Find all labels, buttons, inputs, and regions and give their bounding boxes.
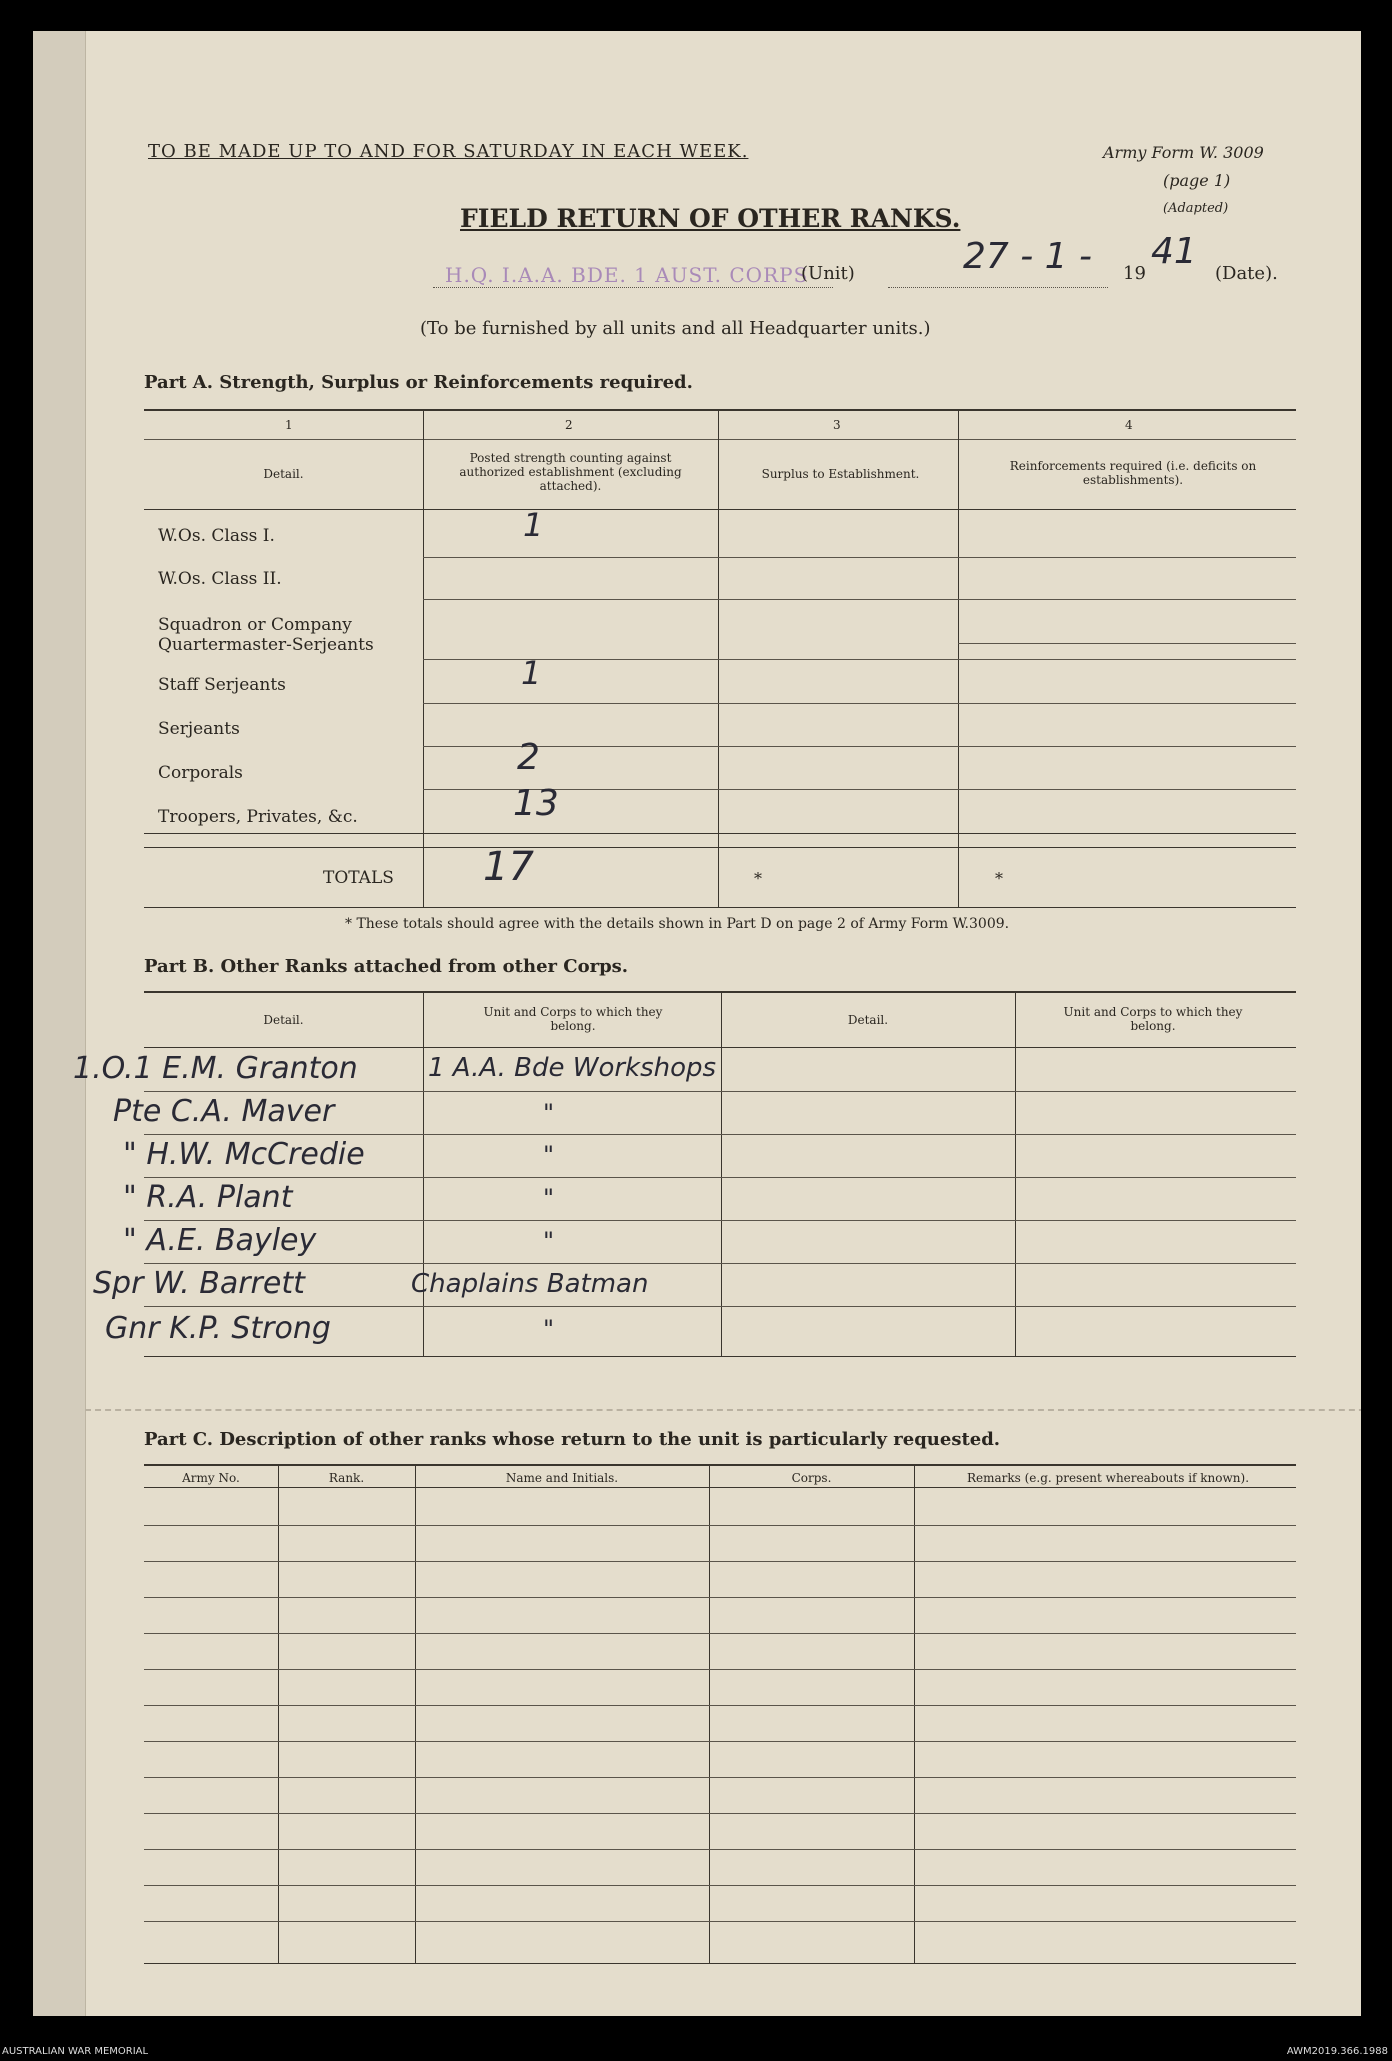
part-c-col-divider-4 — [914, 1464, 915, 1964]
part-c-header-remarks: Remarks (e.g. present whereabouts if known). — [966, 1471, 1250, 1485]
attached-unit-2: " — [543, 1099, 555, 1127]
attached-unit-5: " — [543, 1227, 555, 1255]
instruction-line: TO BE MADE UP TO AND FOR SATURDAY IN EACH WEEK. — [148, 141, 749, 162]
part-b-top-rule — [144, 991, 1296, 993]
part-c-rule-9 — [144, 1813, 1296, 1814]
totals-mark-surplus: * — [754, 869, 762, 888]
row-posted-wo1: 1 — [523, 506, 544, 544]
part-c-header-rank: Rank. — [328, 1471, 365, 1485]
attached-detail-2: Pte C.A. Maver — [113, 1094, 335, 1129]
totals-mark-reinforcements: * — [995, 869, 1003, 888]
row-rule-5 — [423, 746, 1296, 747]
unit-underline — [433, 287, 833, 288]
totals-top-rule — [144, 847, 1296, 848]
part-b-bottom-rule — [144, 1356, 1296, 1357]
part-c-rule-8 — [144, 1777, 1296, 1778]
attached-detail-1: 1.O.1 E.M. Granton — [73, 1051, 358, 1086]
tape-line — [85, 1409, 1361, 1411]
part-c-rule-10 — [144, 1849, 1296, 1850]
row-label-wo1: W.Os. Class I. — [158, 526, 275, 546]
part-b-rule-1 — [144, 1091, 1296, 1092]
part-a-header-surplus: Surplus to Establishment. — [761, 467, 920, 481]
part-a-top-rule — [144, 409, 1296, 411]
part-a-col-divider-2 — [718, 409, 719, 847]
page-fold — [33, 31, 86, 2016]
row-posted-corporals: 2 — [517, 737, 540, 778]
row-label-wo2: W.Os. Class II. — [158, 569, 282, 589]
part-c-rule-5 — [144, 1669, 1296, 1670]
part-a-col-divider-3 — [958, 409, 959, 847]
date-handwritten: 27 - 1 - — [963, 236, 1093, 277]
part-b-title: Part B. Other Ranks attached from other Corps. — [144, 956, 629, 977]
part-c-rule-2 — [144, 1561, 1296, 1562]
part-a-title: Part A. Strength, Surplus or Reinforcements required. — [144, 372, 693, 393]
part-b-rule-4 — [144, 1220, 1296, 1221]
attached-detail-6: Spr W. Barrett — [93, 1266, 305, 1301]
attached-unit-1: 1 A.A. Bde Workshops — [428, 1053, 717, 1083]
part-c-header-name: Name and Initials. — [505, 1471, 619, 1485]
part-b-col-divider-3 — [1015, 991, 1016, 1356]
attached-unit-7: " — [543, 1315, 555, 1343]
row-rule-2 — [423, 599, 1296, 600]
part-b-rule-2 — [144, 1134, 1296, 1135]
part-b-header-unit-1: Unit and Corps to which they belong. — [483, 1005, 663, 1033]
part-c-col-divider-2 — [415, 1464, 416, 1964]
row-label-troopers: Troopers, Privates, &c. — [158, 807, 358, 827]
part-a-col-number-4: 4 — [1125, 418, 1133, 432]
row-label-serjeants: Serjeants — [158, 719, 240, 739]
part-b-rule-5 — [144, 1263, 1296, 1264]
furnished-note: (To be furnished by all units and all Headquarter units.) — [420, 318, 931, 339]
footer-left: AUSTRALIAN WAR MEMORIAL — [2, 2046, 149, 2057]
part-a-col-number-2: 2 — [565, 418, 573, 432]
part-c-rule-7 — [144, 1741, 1296, 1742]
totals-divider-2 — [718, 847, 719, 907]
totals-divider-1 — [423, 847, 424, 907]
attached-detail-3: " H.W. McCredie — [123, 1137, 365, 1172]
attached-unit-3: " — [543, 1141, 555, 1169]
totals-divider-3 — [958, 847, 959, 907]
part-b-header-detail-2: Detail. — [847, 1013, 889, 1027]
form-page: (page 1) — [1163, 171, 1231, 190]
part-a-header-detail: Detail. — [263, 467, 304, 481]
form-number: Army Form W. 3009 — [1103, 143, 1264, 162]
page-title: FIELD RETURN OF OTHER RANKS. — [460, 204, 961, 233]
part-c-bottom-rule — [144, 1963, 1296, 1964]
form-adapted: (Adapted) — [1163, 201, 1229, 216]
part-c-rule-6 — [144, 1705, 1296, 1706]
attached-unit-4: " — [543, 1184, 555, 1212]
year-handwritten: 41 — [1151, 231, 1197, 272]
row-posted-troopers: 13 — [513, 783, 559, 824]
part-c-header-army-no: Army No. — [182, 1471, 240, 1485]
footer-right: AWM2019.366.1988 — [1286, 2046, 1388, 2057]
part-a-number-rule — [144, 439, 1296, 440]
part-c-title: Part C. Description of other ranks whose return to the unit is particularly requested. — [144, 1429, 1001, 1450]
date-label: (Date). — [1215, 263, 1278, 284]
attached-detail-4: " R.A. Plant — [123, 1180, 293, 1215]
year-prefix: 19 — [1123, 263, 1146, 284]
part-c-header-corps: Corps. — [791, 1471, 832, 1485]
part-b-header-unit-2: Unit and Corps to which they belong. — [1063, 1005, 1243, 1033]
attached-detail-5: " A.E. Bayley — [123, 1223, 317, 1258]
totals-bottom-rule — [144, 907, 1296, 908]
unit-label: (Unit) — [801, 263, 855, 284]
part-b-rule-6 — [144, 1306, 1296, 1307]
row-rule-1 — [423, 557, 1296, 558]
part-b-col-divider-1 — [423, 991, 424, 1356]
form-paper — [33, 31, 1361, 2016]
part-c-rule-12 — [144, 1921, 1296, 1922]
attached-unit-6: Chaplains Batman — [411, 1269, 649, 1299]
part-a-header-rule — [144, 509, 1296, 510]
part-a-col-divider-1 — [423, 409, 424, 847]
part-a-header-reinforcements: Reinforcements required (i.e. deficits on establishments). — [1009, 459, 1257, 487]
row-label-cqms: Squadron or Company Quartermaster-Serjeants — [158, 615, 374, 655]
part-b-rule-3 — [144, 1177, 1296, 1178]
unit-stamp: H.Q. I.A.A. BDE. 1 AUST. CORPS — [445, 263, 809, 287]
part-a-col-number-1: 1 — [285, 418, 293, 432]
row-label-staff-serjeants: Staff Serjeants — [158, 675, 286, 695]
part-b-col-divider-2 — [721, 991, 722, 1356]
part-c-header-rule — [144, 1487, 1296, 1488]
totals-value: 17 — [483, 844, 534, 890]
part-b-header-rule — [144, 1047, 1296, 1048]
row-rule-3a — [958, 643, 1296, 644]
part-c-rule-11 — [144, 1885, 1296, 1886]
part-c-top-rule — [144, 1464, 1296, 1466]
attached-detail-7: Gnr K.P. Strong — [105, 1311, 331, 1346]
part-c-col-divider-1 — [278, 1464, 279, 1964]
totals-label: TOTALS — [323, 868, 394, 888]
part-c-rule-4 — [144, 1633, 1296, 1634]
row-rule-4 — [423, 703, 1296, 704]
row-posted-staff-serjeants: 1 — [521, 654, 542, 692]
part-c-rule-3 — [144, 1597, 1296, 1598]
part-a-header-posted: Posted strength counting against authorized establishment (excluding attached). — [459, 451, 682, 493]
row-rule-3 — [423, 659, 1296, 660]
part-c-rule-1 — [144, 1525, 1296, 1526]
part-a-col-number-3: 3 — [833, 418, 841, 432]
row-rule-7 — [144, 833, 1296, 834]
date-underline — [888, 287, 1108, 288]
part-a-footnote: * These totals should agree with the details shown in Part D on page 2 of Army Form W.3009. — [345, 916, 1010, 932]
row-label-corporals: Corporals — [158, 763, 243, 783]
part-b-header-detail-1: Detail. — [263, 1013, 304, 1027]
part-c-col-divider-3 — [709, 1464, 710, 1964]
